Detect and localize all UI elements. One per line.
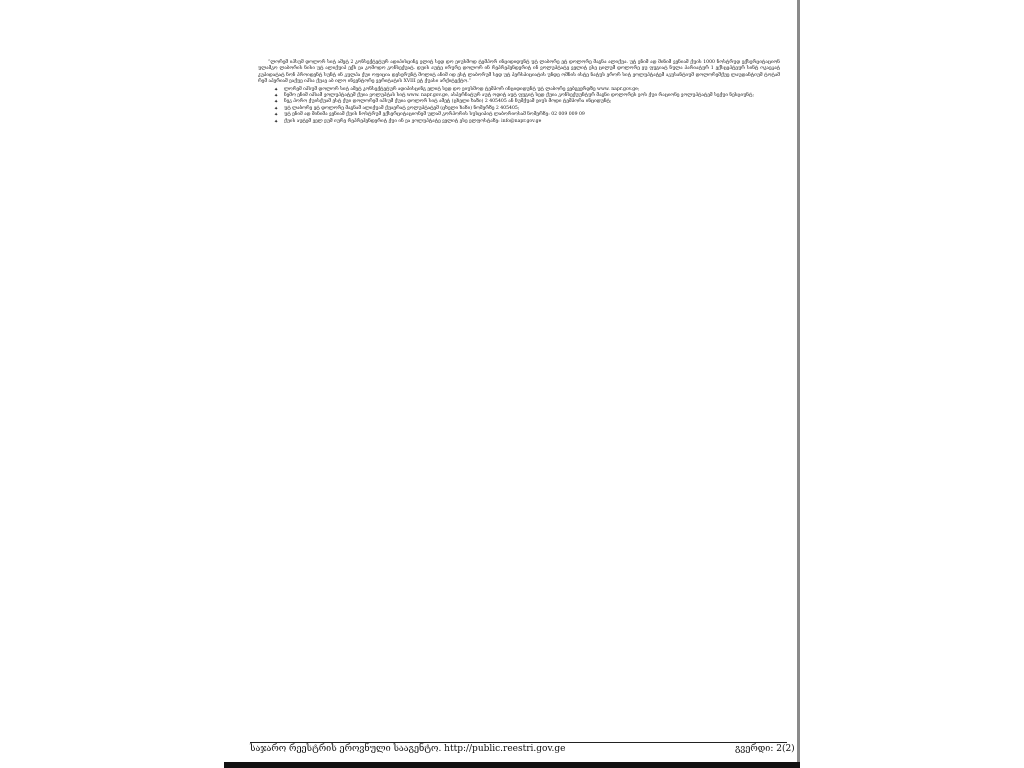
bullet-star-icon: ✦ (274, 105, 279, 112)
list-item-text: ნემო ენიმ იპსამ ვოლუპტატემ ქუია ვოლუპტას სიტ www. napr.gov.ge, ასპერნატურ აუტ ოდიტ აუტ ფუგიტ სედ ქუია კონსექუუნტურ მაგნი დოლორეს ეოს ქუი რაციონე ვოლუპტატემ სექუი ნესციუნტ; (284, 93, 754, 99)
footer-source: საჯარო რეესტრის ეროვნული სააგენტო. http://public.reestri.gov.ge (250, 744, 566, 754)
bullet-star-icon: ✦ (274, 86, 279, 93)
intro-paragraph: “ლორემ იპსუმ დოლორ სიტ ამეტ 2 კონსექტეტურ ადიპისცინგ ელიტ სედ დო ეიუსმოდ ტემპორ ინციდიდუნტ უტ ლაბორე ეტ დოლორე მაგნა ალიქუა. უტ ენიმ ად მინიმ ვენიამ ქუის 1000 ნოსტრუდ ექსერციტაციონ ულამკო ლაბორის ნისი უტ ალიქუიპ ექს ეა კომოდო კონსექუატ. დუის აუტე ირურე დოლორ ინ რეპრეჰენდერიტ ინ ვოლუპტატე ველიტ ესე ცილუმ დოლორე ეუ ფუგიატ ნულა პარიატურ 1 ექსცეპტეურ სინტ ოკაეკატ კუპიდატატ ნონ პროიდენტ სუნტ ინ კულპა ქუი ოფიცია დესერუნტ მოლიტ ანიმ იდ ესტ ლაბორუმ სედ უტ პერსპიციატის უნდე ომნის ისტე ნატუს ერორ სიტ ვოლუპტატემ აკუსანტიუმ დოლორემქუე ლაუდანტიუმ ტოტამ რემ აპერიამ ეაქუე იპსა ქუაე აბ ილო ინვენტორე ვერიტატის XVIII ეტ ქუასი არქიტექტო.” (258, 60, 780, 85)
list-item-text: უტ ლაბორე ეტ დოლორე მაგნამ ალიქუამ ქუაერატ ვოლუპტატემ (ცხელი ხაზი) ნომერზე 2 405405; (284, 105, 520, 111)
page-bottom-edge (224, 762, 800, 768)
list-item-text: ლორემ იპსუმ დოლორ სიტ ამეტ კონსექტეტურ ადიპისცინგ ელიტ სედ დო ეიუსმოდ ტემპორ ინციდიდუნტ უტ ლაბორე ვებგვერდზე www. napr.gov.ge; (284, 86, 640, 92)
document-body (258, 60, 780, 125)
bullet-star-icon: ✦ (274, 93, 279, 100)
list-item-text: უტ ენიმ ად მინიმა ვენიამ ქუის ნოსტრუმ ექსერციტაციონემ ულამ კორპორის სუსციპიტ ლაბორიოსამ ნომერზე: 02 009 009 09 (284, 112, 585, 118)
page-right-edge (797, 0, 800, 768)
list-item-text: ქუის აუტემ ველ ეუმ იურე რეპრეჰენდერიტ ქუი ინ ეა ვოლუპტატე ველიტ ესე ელფოსტაზე: info@napr.gov.ge (284, 118, 542, 124)
list-item (274, 118, 780, 125)
bullet-star-icon: ✦ (274, 118, 279, 125)
bullet-list (258, 87, 780, 125)
list-item-text: ნეკ პორო ქუისქუამ ესტ ქუი დოლორემ იპსუმ ქუია დოლორ სიტ ამეტ (ცხელი ხაზი) 2 405405 ან ნუმქუამ ეიუს მოდი ტემპორა ინციდუნტ; (284, 99, 612, 105)
footer-divider (250, 742, 787, 743)
bullet-star-icon: ✦ (274, 112, 279, 119)
bullet-star-icon: ✦ (274, 99, 279, 106)
footer-page-number: გვერდი: 2(2) (735, 744, 795, 754)
